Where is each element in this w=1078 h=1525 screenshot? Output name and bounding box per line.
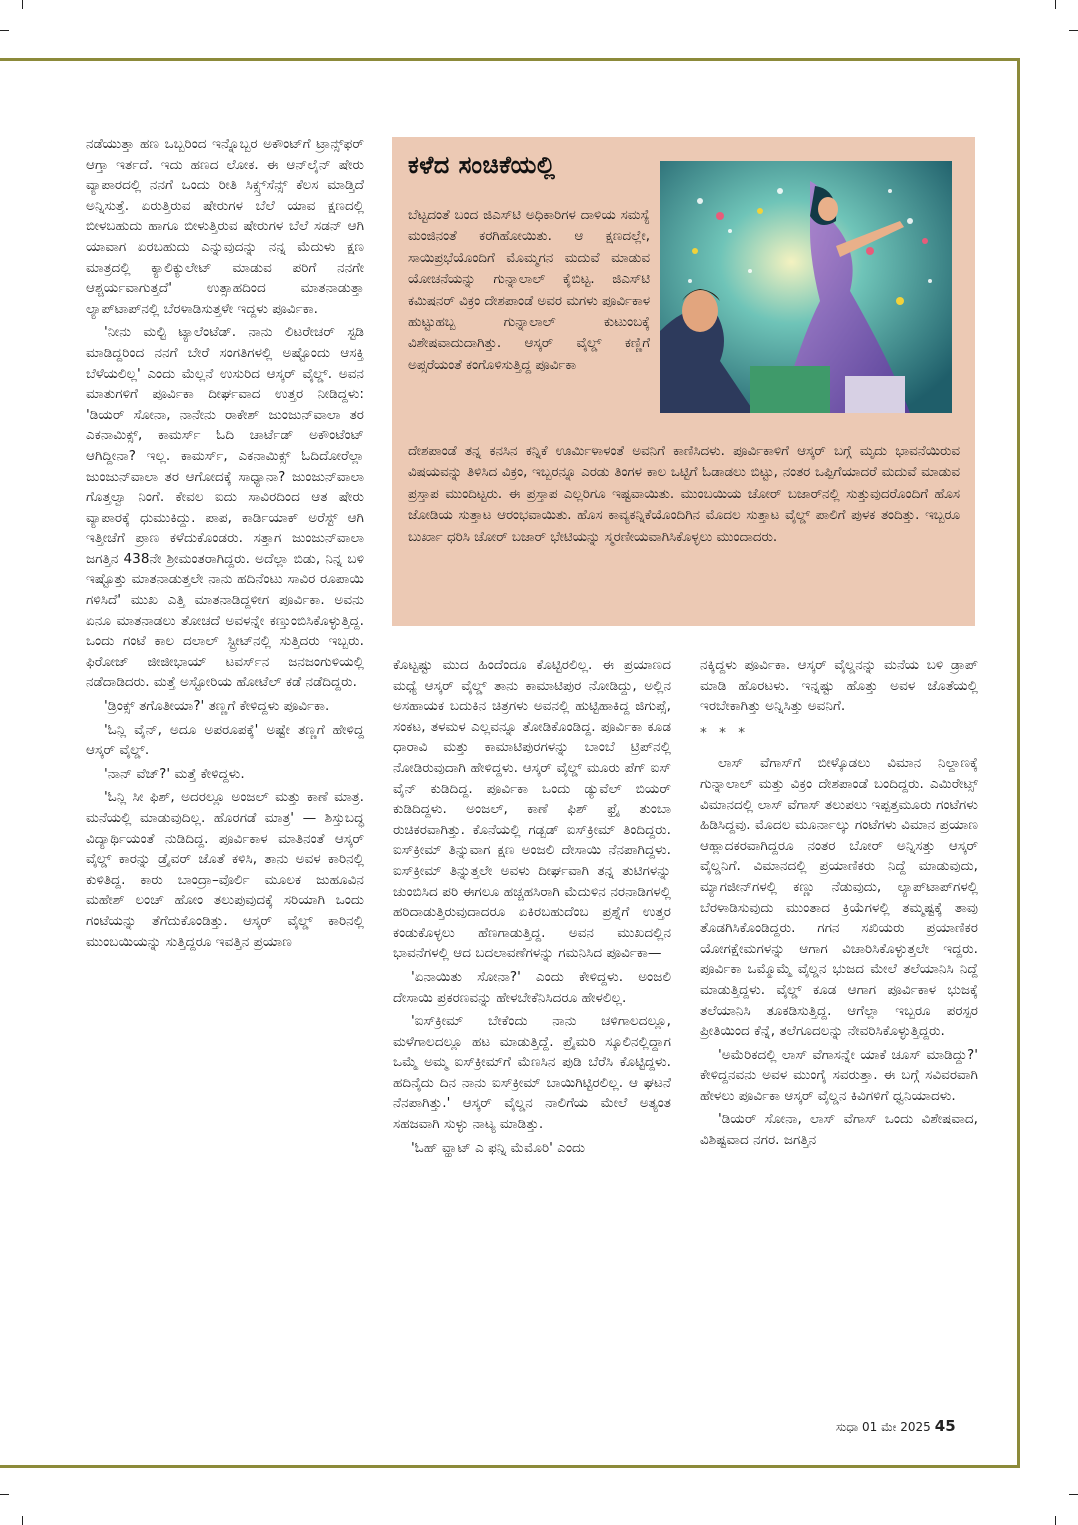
page-number: 45 <box>934 1417 956 1435</box>
article-column-2 <box>393 655 671 1161</box>
paragraph: 'ಓಹ್ ವ್ಹಾಟ್ ಎ ಫನ್ನಿ ಮೆಮೊರಿ' ಎಂದು <box>411 1139 586 1156</box>
recap-text: ದೇಶಪಾಂಡೆ ತನ್ನ ಕನಸಿನ ಕನ್ನಿಕೆ ಊರ್ಮಿಳಾಳಂತೆ ಅವನಿಗೆ ಕಾಣಿಸಿದಳು. ಪೂರ್ವಿಕಾಳಿಗೆ ಆಸ್ಕರ್ ಬಗ್ಗೆ ಮೃದು ಭಾವನೆಯಿರುವ ವಿಷಯವನ್ನು ತಿಳಿಸಿದ ವಿಕ್ರಂ, ಇಬ್ಬರನ್ನೂ ಎರಡು ತಿಂಗಳ ಕಾಲ ಒಟ್ಟಿಗೆ ಓಡಾಡಲು ಬಿಟ್ಟು, ನಂತರ ಒಪ್ಪಿಗೆಯಾದರೆ ಮದುವೆ ಮಾಡುವ ಪ್ರಸ್ತಾಪ ಮುಂದಿಟ್ಟರು. ಈ ಪ್ರಸ್ತಾಪ ಎಲ್ಲರಿಗೂ ಇಷ್ಟವಾಯಿತು. ಮುಂಬಯಿಯ ಚೋರ್ ಬಜಾರ್‌ನಲ್ಲಿ ಸುತ್ತುವುದರೊಂದಿಗೆ ಹೊಸ ಜೋಡಿಯ ಸುತ್ತಾಟ ಆರಂಭವಾಯಿತು. ಹೊಸ ಕಾವ್ಯಕನ್ನಿಕೆಯೊಂದಿಗಿನ ಮೊದಲ ಸುತ್ತಾಟ ವೈಲ್ಡ್ ಪಾಲಿಗೆ ಪುಳಕ ತಂದಿತ್ತು. ಇಬ್ಬರೂ ಬುರ್ಖಾ ಧರಿಸಿ ಚೋರ್ ಬಜಾರ್ ಭೇಟಿಯನ್ನು ಸ್ಮರಣೀಯವಾಗಿಸಿಕೊಳ್ಳಲು ಮುಂದಾದರು. <box>408 444 960 545</box>
recap-title: ಕಳೆದ ಸಂಚಿಕೆಯಲ್ಲಿ <box>408 151 556 179</box>
crop-mark <box>0 1494 9 1495</box>
crop-mark <box>22 0 23 9</box>
recap-box <box>392 137 975 626</box>
crop-mark <box>1055 0 1056 9</box>
paragraph: ಕೊಟ್ಟಷ್ಟು ಮುದ ಹಿಂದೆಂದೂ ಕೊಟ್ಟಿರಲಿಲ್ಲ. ಈ ಪ್ರಯಾಣದ ಮಧ್ಯೆ ಆಸ್ಕರ್ ವೈಲ್ಡ್ ತಾನು ಕಾಮಾಟಿಪುರ ನೋಡಿದ್ದು, ಅಲ್ಲಿನ ಅಸಹಾಯಕ ಬದುಕಿನ ಚಿತ್ರಗಳು ಅವನಲ್ಲಿ ಹುಟ್ಟಿಹಾಕಿದ್ದ ಜಿಗುಪ್ಸೆ, ಸಂಕಟ, ತಳಮಳ ಎಲ್ಲವನ್ನೂ ತೋಡಿಕೊಂಡಿದ್ದ. ಪೂರ್ವಿಕಾ ಕೂಡ ಧಾರಾವಿ ಮತ್ತು ಕಾಮಾಟಿಪುರಗಳನ್ನು ಬಾಂಬೆ ಟ್ರಿಪ್‌ನಲ್ಲಿ ನೋಡಿರುವುದಾಗಿ ಹೇಳಿದ್ದಳು. ಆಸ್ಕರ್ ವೈಲ್ಡ್ ಮೂರು ಪೆಗ್ ಐಸ್ ವೈನ್ ಕುಡಿದಿದ್ದ. ಪೂರ್ವಿಕಾ ಒಂದು ಡ್ಯುವೆಲ್ ಬಿಯರ್ ಕುಡಿದಿದ್ದಳು. ಅಂಜಲ್, ಕಾಣೆ ಫಿಶ್ ಫ್ರೈ ತುಂಬಾ ರುಚಿಕರವಾಗಿತ್ತು. ಕೊನೆಯಲ್ಲಿ ಗಡ್ಬಡ್ ಐಸ್‌ಕ್ರೀಮ್ ತಿಂದಿದ್ದರು. ಐಸ್‌ಕ್ರೀಮ್ ತಿನ್ನುವಾಗ ಕ್ಷಣ ಅಂಜಲಿ ದೇಸಾಯಿ ನೆನಪಾಗಿದ್ದಳು. ಐಸ್‌ಕ್ರೀಮ್ ತಿನ್ನುತ್ತಲೇ ಅವಳು ದೀರ್ಘವಾಗಿ ತನ್ನ ತುಟಿಗಳನ್ನು ಚುಂಬಿಸಿದ ಪರಿ ಈಗಲೂ ಹಚ್ಚಹಸಿರಾಗಿ ಮೆದುಳಿನ ನರನಾಡಿಗಳಲ್ಲಿ ಹರಿದಾಡುತ್ತಿರುವುದಾದರೂ ಏಕಿರಬಹುದೆಂಬ ಪ್ರಶ್ನೆಗೆ ಉತ್ತರ ಕಂಡುಕೊಳ್ಳಲು ಹೆಣಗಾಡುತ್ತಿದ್ದ. ಅವನ ಮುಖದಲ್ಲಿನ ಭಾವನೆಗಳಲ್ಲಿ ಆದ ಬದಲಾವಣೆಗಳನ್ನು ಗಮನಿಸಿದ ಪೂರ್ವಿಕಾ— <box>393 657 671 962</box>
article-column-1 <box>86 134 364 955</box>
paragraph: 'ಓನ್ಲಿ ಸೀ ಫಿಶ್, ಅದರಲ್ಲೂ ಅಂಜಲ್ ಮತ್ತು ಕಾಣೆ ಮಾತ್ರ. ಮನೆಯಲ್ಲಿ ಮಾಡುವುದಿಲ್ಲ. ಹೊರಗಡೆ ಮಾತ್ರ' — ಶಿಸ್ತುಬದ್ಧ ವಿದ್ಯಾರ್ಥಿಯಂತೆ ನುಡಿದಿದ್ದ. ಪೂರ್ವಿಕಾಳ ಮಾತಿನಂತೆ ಆಸ್ಕರ್ ವೈಲ್ಡ್ ಕಾರನ್ನು ಡ್ರೈವರ್ ಜೊತೆ ಕಳಿಸಿ, ತಾನು ಅವಳ ಕಾರಿನಲ್ಲಿ ಕುಳಿತಿದ್ದ. ಕಾರು ಬಾಂದ್ರಾ–ವೊರ್ಲಿ ಮೂಲಕ ಜುಹೂವಿನ ಮಹೇಶ್ ಲಂಚ್ ಹೋಂ ತಲುಪುವುದಕ್ಕೆ ಸರಿಯಾಗಿ ಒಂದು ಗಂಟೆಯನ್ನು ತೆಗೆದುಕೊಂಡಿತ್ತು. ಆಸ್ಕರ್ ವೈಲ್ಡ್ ಕಾರಿನಲ್ಲಿ ಮುಂಬಯಿಯನ್ನು ಸುತ್ತಿದ್ದರೂ ಇವತ್ತಿನ ಪ್ರಯಾಣ <box>86 789 364 950</box>
paragraph: 'ಡಿಯರ್ ಸೋನಾ, ಲಾಸ್ ವೆಗಾಸ್ ಒಂದು ವಿಶೇಷವಾದ, ವಿಶಿಷ್ಟವಾದ ನಗರ. ಜಗತ್ತಿನ <box>700 1111 978 1149</box>
paragraph: ನಕ್ಕಿದ್ದಳು ಪೂರ್ವಿಕಾ. ಆಸ್ಕರ್ ವೈಲ್ಡನನ್ನು ಮನೆಯ ಬಳಿ ಡ್ರಾಪ್ ಮಾಡಿ ಹೊರಟಳು. ಇನ್ನಷ್ಟು ಹೊತ್ತು ಅವಳ ಜೊತೆಯಲ್ಲಿ ಇರಬೇಕಾಗಿತ್ತು ಅನ್ನಿಸಿತ್ತು ಅವನಿಗೆ. <box>700 657 978 715</box>
crop-mark <box>22 1516 23 1525</box>
page-footer <box>836 1417 956 1435</box>
article-column-3 <box>700 655 978 1154</box>
illustration-art <box>660 161 952 413</box>
paragraph: 'ಓನ್ಲಿ ವೈನ್, ಅದೂ ಅಪರೂಪಕ್ಕೆ' ಅಷ್ಟೇ ತಣ್ಣಗೆ ಹೇಳಿದ್ದ ಆಸ್ಕರ್ ವೈಲ್ಡ್. <box>86 721 364 759</box>
crop-mark <box>1069 1494 1078 1495</box>
paragraph: 'ನೀನು ಮಲ್ಟಿ ಟ್ಯಾಲೆಂಟೆಡ್. ನಾನು ಲಿಟರೇಚರ್ ಸ್ಟಡಿ ಮಾಡಿದ್ದರಿಂದ ನನಗೆ ಬೇರೆ ಸಂಗತಿಗಳಲ್ಲಿ ಅಷ್ಟೊಂದು ಆಸಕ್ತಿ ಬೆಳೆಯಲಿಲ್ಲ' ಎಂದು ಮೆಲ್ಲನೆ ಉಸುರಿದ ಆಸ್ಕರ್ ವೈಲ್ಡ್. ಅವನ ಮಾತುಗಳಿಗೆ ಪೂರ್ವಿಕಾ ದೀರ್ಘವಾದ ಉತ್ತರ ನೀಡಿದ್ದಳು: 'ಡಿಯರ್ ಸೋನಾ, ನಾನೇನು ರಾಕೇಶ್ ಜುಂಜುನ್‌ವಾಲಾ ತರ ಎಕನಾಮಿಕ್ಸ್, ಕಾಮರ್ಸ್ ಓದಿ ಚಾರ್ಟೆಡ್ ಅಕೌಂಟೆಂಟ್ ಆಗಿದ್ದೀನಾ? ಇಲ್ಲ. ಕಾಮರ್ಸ್, ಎಕನಾಮಿಕ್ಸ್ ಓದಿದೋರೆಲ್ಲಾ ಜುಂಜುನ್‌ವಾಲಾ ತರ ಆಗೋದಕ್ಕೆ ಸಾಧ್ಯಾನಾ? ಜುಂಜುನ್‌ವಾಲಾ ಗೊತ್ತಲ್ವಾ ನಿಂಗೆ. ಕೇವಲ ಐದು ಸಾವಿರದಿಂದ ಆತ ಷೇರು ವ್ಯಾಪಾರಕ್ಕೆ ಧುಮುಕಿದ್ದು. ಪಾಪ, ಕಾರ್ಡಿಯಾಕ್ ಅರೆಸ್ಟ್ ಆಗಿ ಇತ್ತೀಚೆಗೆ ಪ್ರಾಣ ಕಳೆದುಕೊಂಡರು. ಸತ್ತಾಗ ಜುಂಜುನ್‌ವಾಲಾ ಜಗತ್ತಿನ 438ನೇ ಶ್ರೀಮಂತರಾಗಿದ್ದರು. ಅದೆಲ್ಲಾ ಬಿಡು, ನಿನ್ನ ಬಳಿ ಇಷ್ಟೊತ್ತು ಮಾತನಾಡುತ್ತಲೇ ನಾನು ಹದಿನೆಂಟು ಸಾವಿರ ರೂಪಾಯಿ ಗಳಿಸಿದೆ' ಮುಖ ಎತ್ತಿ ಮಾತನಾಡಿದ್ದಳೀಗ ಪೂರ್ವಿಕಾ. ಅವನು ಏನೂ ಮಾತನಾಡಲು ತೋಚದೆ ಅವಳನ್ನೇ ಕಣ್ತುಂಬಿಸಿಕೊಳ್ಳುತ್ತಿದ್ದ. ಒಂದು ಗಂಟೆ ಕಾಲ ದಲಾಲ್ ಸ್ಟ್ರೀಟ್‌ನಲ್ಲಿ ಸುತ್ತಿದರು ಇಬ್ಬರು. ಫಿರೋಜ್ ಜೀಜೀಭಾಯ್ ಟವರ್ಸ್‌ನ ಜನಜಂಗುಳಿಯಲ್ಲಿ ನಡೆದಾಡಿದರು. ಮತ್ತೆ ಅಸ್ಟೋರಿಯ ಹೋಟೆಲ್ ಕಡೆ ನಡೆದಿದ್ದರು. <box>86 324 364 691</box>
paragraph: ಲಾಸ್ ವೆಗಾಸ್‌ಗೆ ಬೀಳ್ಕೊಡಲು ವಿಮಾನ ನಿಲ್ದಾಣಕ್ಕೆ ಗುನ್ನಾಲಾಲ್ ಮತ್ತು ವಿಕ್ರಂ ದೇಶಪಾಂಡೆ ಬಂದಿದ್ದರು. ಎಮಿರೇಟ್ಸ್ ವಿಮಾನದಲ್ಲಿ ಲಾಸ್ ವೆಗಾಸ್ ತಲುಪಲು ಇಪ್ಪತ್ತಮೂರು ಗಂಟೆಗಳು ಹಿಡಿಸಿದ್ದವು. ಮೊದಲ ಮೂರ್ನಾಲ್ಕು ಗಂಟೆಗಳು ವಿಮಾನ ಪ್ರಯಾಣ ಆಹ್ಲಾದಕರವಾಗಿದ್ದರೂ ನಂತರ ಬೋರ್ ಅನ್ನಿಸತ್ತು ಆಸ್ಕರ್ ವೈಲ್ಡನಿಗೆ. ವಿಮಾನದಲ್ಲಿ ಪ್ರಯಾಣಿಕರು ನಿದ್ದೆ ಮಾಡುವುದು, ಮ್ಯಾಗಜೀನ್‌ಗಳಲ್ಲಿ ಕಣ್ಣು ನೆಡುವುದು, ಲ್ಯಾಪ್‌ಟಾಪ್‌ಗಳಲ್ಲಿ ಬೆರಳಾಡಿಸುವುದು ಮುಂತಾದ ಕ್ರಿಯೆಗಳಲ್ಲಿ ತಮ್ಮಷ್ಟಕ್ಕೆ ತಾವು ತೊಡಗಿಸಿಕೊಂಡಿದ್ದರು. ಗಗನ ಸಖಿಯರು ಪ್ರಯಾಣಿಕರ ಯೋಗಕ್ಷೇಮಗಳನ್ನು ಆಗಾಗ ವಿಚಾರಿಸಿಕೊಳ್ಳುತ್ತಲೇ ಇದ್ದರು. ಪೂರ್ವಿಕಾ ಒಮ್ಮೊಮ್ಮೆ ವೈಲ್ಡನ ಭುಜದ ಮೇಲೆ ತಲೆಯಾನಿಸಿ ನಿದ್ದೆ ಮಾಡುತ್ತಿದ್ದಳು. ವೈಲ್ಡ್ ಕೂಡ ಆಗಾಗ ಪೂರ್ವಿಕಾಳ ಭುಜಕ್ಕೆ ತಲೆಯಾನಿಸಿ ತೂಕಡಿಸುತ್ತಿದ್ದ. ಆಗೆಲ್ಲಾ ಇಬ್ಬರೂ ಪರಸ್ಪರ ಪ್ರೀತಿಯಿಂದ ಕೆನ್ನೆ, ತಲೆಗೂದಲನ್ನು ನೇವರಿಸಿಕೊಳ್ಳುತ್ತಿದ್ದರು. <box>700 755 978 1040</box>
paragraph: 'ನಾನ್ ವೆಜ್?' ಮತ್ತೆ ಕೇಳಿದ್ದಳು. <box>104 765 245 782</box>
paragraph: 'ಅಮೆರಿಕದಲ್ಲಿ ಲಾಸ್ ವೆಗಾಸನ್ನೇ ಯಾಕೆ ಚೂಸ್ ಮಾಡಿದ್ದು?' ಕೇಳಿದ್ದನವನು ಅವಳ ಮುಂಗೈ ಸವರುತ್ತಾ. ಈ ಬಗ್ಗೆ ಸವಿವರವಾಗಿ ಹೇಳಲು ಪೂರ್ವಿಕಾ ಆಸ್ಕರ್ ವೈಲ್ಡನ ಕಿವಿಗಳಿಗೆ ಧ್ವನಿಯಾದಳು. <box>700 1046 978 1104</box>
recap-text: ಬೆಟ್ಟದಂತೆ ಬಂದ ಜಿಎಸ್‌ಟಿ ಅಧಿಕಾರಿಗಳ ದಾಳಿಯ ಸಮಸ್ಯೆ ಮಂಜಿನಂತೆ ಕರಗಿಹೋಯಿತು. ಆ ಕ್ಷಣದಲ್ಲೇ, ಸಾಯಿಪ್ರಭೆಯೊಂದಿಗೆ ಮೊಮ್ಮಗನ ಮದುವೆ ಮಾಡುವ ಯೋಚನೆಯನ್ನು ಗುನ್ನಾಲಾಲ್ ಕೈಬಿಟ್ಟ. ಜಿಎಸ್‌ಟಿ ಕಮಿಷನರ್ ವಿಕ್ರಂ ದೇಶಪಾಂಡೆ ಅವರ ಮಗಳು ಪೂರ್ವಿಕಾಳ ಹುಟ್ಟುಹಬ್ಬ ಗುನ್ನಾಲಾಲ್ ಕುಟುಂಬಕ್ಕೆ ವಿಶೇಷವಾದುದಾಗಿತ್ತು. ಆಸ್ಕರ್ ವೈಲ್ಡ್ ಕಣ್ಣಿಗೆ ಅಪ್ಸರೆಯಂತೆ ಕಂಗೊಳಿಸುತ್ತಿದ್ದ ಪೂರ್ವಿಕಾ <box>408 208 650 373</box>
crop-mark <box>0 30 9 31</box>
paragraph: ನಡೆಯುತ್ತಾ ಹಣ ಒಬ್ಬರಿಂದ ಇನ್ನೊಬ್ಬರ ಅಕೌಂಟ್‌ಗೆ ಟ್ರಾನ್ಸ್‌ಫರ್ ಆಗ್ತಾ ಇರ್ತದೆ. ಇದು ಹಣದ ಲೋಕ. ಈ ಆನ್‌ಲೈನ್ ಷೇರು ವ್ಯಾಪಾರದಲ್ಲಿ ನನಗೆ ಒಂದು ರೀತಿ ಸಿಕ್ಸ್ತ್‌ಸೆನ್ಸ್ ಕೆಲಸ ಮಾಡ್ತಿದೆ ಅನ್ನಿಸುತ್ತೆ. ಏರುತ್ತಿರುವ ಷೇರುಗಳ ಬೆಲೆ ಯಾವ ಕ್ಷಣದಲ್ಲಿ ಬೀಳಬಹುದು ಹಾಗೂ ಬೀಳುತ್ತಿರುವ ಷೇರುಗಳ ಬೆಲೆ ಸಡನ್ ಆಗಿ ಯಾವಾಗ ಏರಬಹುದು ಎನ್ನುವುದನ್ನು ನನ್ನ ಮೆದುಳು ಕ್ಷಣ ಮಾತ್ರದಲ್ಲಿ ಕ್ಯಾಲಿಕ್ಯುಲೇಟ್ ಮಾಡುವ ಪರಿಗೆ ನನಗೇ ಆಶ್ಚರ್ಯವಾಗುತ್ತದೆ' ಉತ್ಸಾಹದಿಂದ ಮಾತನಾಡುತ್ತಾ ಲ್ಯಾಪ್‌ಟಾಪ್‌ನಲ್ಲಿ ಬೆರಳಾಡಿಸುತ್ತಳೇ ಇದ್ದಳು ಪೂರ್ವಿಕಾ. <box>86 136 364 317</box>
story-illustration <box>660 161 952 413</box>
crop-mark <box>1069 30 1078 31</box>
crop-mark <box>1055 1516 1056 1525</box>
paragraph: 'ಐಸ್‌ಕ್ರೀಮ್ ಬೇಕೆಂದು ನಾನು ಚಳಿಗಾಲದಲ್ಲೂ, ಮಳೆಗಾಲದಲ್ಲೂ ಹಟ ಮಾಡುತ್ತಿದ್ದೆ. ಪ್ರೈಮರಿ ಸ್ಕೂಲಿನಲ್ಲಿದ್ದಾಗ ಒಮ್ಮೆ ಅಮ್ಮ ಐಸ್‌ಕ್ರೀಮ್‌ಗೆ ಮೆಣಸಿನ ಪುಡಿ ಬೆರೆಸಿ ಕೊಟ್ಟಿದ್ದಳು. ಹದಿನೈದು ದಿನ ನಾನು ಐಸ್‌ಕ್ರೀಮ್ ಬಾಯಿಗಿಟ್ಟಿರಲಿಲ್ಲ. ಆ ಘಟನೆ ನೆನಪಾಗಿತ್ತು.' ಆಸ್ಕರ್ ವೈಲ್ಡನ ನಾಲಿಗೆಯ ಮೇಲೆ ಅತ್ಯಂತ ಸಹಜವಾಗಿ ಸುಳ್ಳು ನಾಟ್ಯ ಮಾಡಿತ್ತು. <box>393 1013 671 1133</box>
issue-date: ಸುಧಾ 01 ಮೇ 2025 <box>836 1420 931 1434</box>
paragraph: 'ಡ್ರಿಂಕ್ಸ್ ತಗೊತೀಯಾ?' ತಣ್ಣಗೆ ಕೇಳಿದ್ದಳು ಪೂರ್ವಿಕಾ. <box>104 698 330 715</box>
section-break: * * * <box>700 724 750 741</box>
paragraph: 'ಏನಾಯಿತು ಸೋನಾ?' ಎಂದು ಕೇಳಿದ್ದಳು. ಅಂಜಲಿ ದೇಸಾಯಿ ಪ್ರಕರಣವನ್ನು ಹೇಳಬೇಕೆನಿಸಿದರೂ ಹೇಳಲಿಲ್ಲ. <box>393 968 671 1006</box>
